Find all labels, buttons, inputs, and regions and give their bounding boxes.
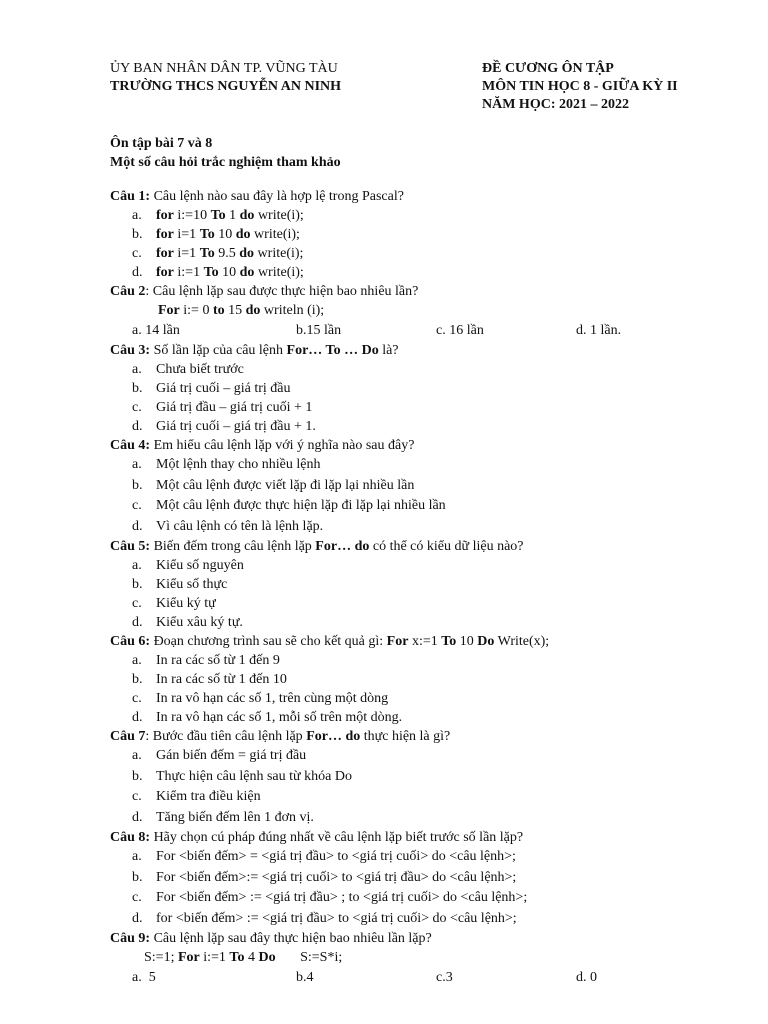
option-9b: b.4 [296,970,314,985]
option-3a [110,360,760,379]
option-4d [110,517,760,538]
question-list [110,187,760,988]
question-label: Câu 2 [110,284,146,299]
document-header [482,60,678,114]
question-label: Câu 1: [110,189,151,204]
option-text: In ra vô hạn các số 1, mỗi số trên một dòng. [156,710,403,725]
option-marker: a. [132,208,142,223]
option-text: For <biến đếm>:= <giá trị cuối> to <giá trị đầu> do <câu lệnh>; [156,869,517,885]
option-text: Thực hiện câu lệnh sau từ khóa Do [156,768,352,784]
question-text: Câu lệnh lặp sau đây thực hiện bao nhiêu lần lặp? [150,931,432,946]
option-text: Chưa biết trước [156,362,244,377]
question-label: Câu 5: [110,539,151,554]
option-marker: a. [132,362,142,377]
question-text: Em hiểu câu lệnh lặp với ý nghĩa nào sau đây? [150,438,415,453]
option-text: Kiểu số nguyên [156,558,244,573]
option-marker: c. [132,789,142,804]
option-marker: b. [132,381,143,396]
option-text: Giá trị cuối – giá trị đầu + 1. [156,419,316,434]
option-marker: b. [132,869,143,885]
option-marker: c. [132,246,142,261]
question-3: Câu 3: Số lần lặp của câu lệnh For… To … Do là? [110,343,399,358]
question-9 [110,929,760,948]
option-text: Giá trị đầu – giá trị cuối + 1 [156,400,313,415]
option-marker: c. [132,890,142,905]
option-7b [110,767,760,788]
option-marker: b. [132,768,143,784]
option-marker: d. [132,518,143,534]
school-header [110,60,341,96]
option-marker: d. [132,809,143,825]
option-8b [110,868,760,889]
option-marker: a. [132,653,142,668]
option-marker: b. [132,227,143,242]
header-school: TRƯỜNG THCS NGUYỄN AN NINH [110,79,342,94]
option-marker: c. [132,691,142,706]
option-marker: d. [132,710,143,725]
option-marker: b. [132,477,143,493]
document-title: ĐỀ CƯƠNG ÔN TẬP [482,61,614,76]
option-1a: a. for i:=10 To 1 do write(i); [132,208,304,223]
option-1c: c. for i=1 To 9.5 do write(i); [132,246,304,261]
intro [110,134,341,172]
option-6a [110,651,760,670]
option-1b: b. for i=1 To 10 do write(i); [132,227,300,242]
option-7a [110,746,760,767]
option-5a [110,556,760,575]
option-text: Một câu lệnh được viết lặp đi lặp lại nhiều lần [156,477,415,493]
option-text: for <biến đếm> := <giá trị đầu> to <giá trị cuối> do <câu lệnh>; [156,910,517,926]
option-5c [110,594,760,613]
option-4a [110,455,760,476]
question-1 [110,187,760,206]
option-2b: b.15 lần [296,323,342,338]
option-3d [110,417,760,436]
option-4b [110,476,760,497]
option-7d [110,808,760,829]
option-text: Giá trị cuối – giá trị đầu [156,381,291,396]
option-marker: d. [132,615,143,630]
option-marker: a. [132,748,142,763]
option-7c [110,787,760,808]
question-label: Câu 8: [110,830,151,845]
option-marker: d. [132,910,143,926]
option-text: For <biến đếm> := <giá trị đầu> ; to <giá trị cuối> do <câu lệnh>; [156,890,528,905]
option-2d: d. 1 lần. [576,323,622,338]
option-text: Một câu lệnh được thực hiện lặp đi lặp lại nhiều lần [156,498,446,513]
question-5: Câu 5: Biến đếm trong câu lệnh lặp For… do có thể có kiểu dữ liệu nào? [110,539,524,554]
options-row-2 [110,321,760,341]
option-marker: b. [132,577,143,592]
option-6d [110,708,760,727]
option-8d [110,909,760,930]
option-text: Tăng biến đếm lên 1 đơn vị. [156,809,314,825]
option-6b [110,670,760,689]
option-text: Vì câu lệnh có tên là lệnh lặp. [156,518,324,534]
option-text: Kiểu xâu ký tự. [156,615,243,630]
option-2a: a. 14 lần [132,323,180,338]
question-8 [110,828,760,847]
document-year: NĂM HỌC: 2021 – 2022 [482,97,629,112]
option-marker: a. [132,558,142,573]
option-3b [110,379,760,398]
option-5b [110,575,760,594]
question-label: Câu 4: [110,438,151,453]
question-text: Hãy chọn cú pháp đúng nhất về câu lệnh lặp biết trước số lần lặp? [150,830,524,845]
option-text: Gán biến đếm = giá trị đầu [156,748,307,763]
question-2 [110,282,760,301]
question-4 [110,436,760,455]
question-label: Câu 7 [110,729,146,744]
option-5d [110,613,760,632]
question-text: : Câu lệnh lặp sau được thực hiện bao nhiêu lần? [145,284,419,299]
option-marker: d. [132,419,143,434]
option-text: Kiểm tra điều kiện [156,789,261,804]
option-6c [110,689,760,708]
question-label: Câu 6: [110,634,151,649]
option-9d: d. 0 [576,970,597,985]
question-text: Câu lệnh nào sau đây là hợp lệ trong Pascal? [150,189,404,204]
option-9a: a. 5 [132,970,156,985]
option-4c [110,496,760,517]
question-label: Câu 9: [110,931,151,946]
code-snippet-9: S:=1; For i:=1 To 4 Do S:=S*i; [144,950,343,965]
intro-topic: Ôn tập bài 7 và 8 [110,136,213,151]
document-subject: MÔN TIN HỌC 8 - GIỮA KỲ II [482,79,678,94]
option-marker: d. [132,265,143,280]
option-1d: d. for i:=1 To 10 do write(i); [132,265,304,280]
option-3c [110,398,760,417]
option-text: In ra các số từ 1 đến 10 [156,672,287,687]
option-text: Kiểu số thực [156,577,228,592]
option-9c: c.3 [436,970,453,985]
option-text: In ra vô hạn các số 1, trên cùng một dòng [156,691,389,706]
header-authority: ỦY BAN NHÂN DÂN TP. VŨNG TÀU [110,61,338,76]
option-marker: c. [132,498,142,513]
option-text: For <biến đếm> = <giá trị đầu> to <giá trị cuối> do <câu lệnh>; [156,849,516,864]
question-7: Câu 7: Bước đầu tiên câu lệnh lặp For… do thực hiện là gì? [110,729,451,744]
question-6: Câu 6: Đoạn chương trình sau sẽ cho kết quả gì: For x:=1 To 10 Do Write(x); [110,634,550,649]
option-text: Một lệnh thay cho nhiều lệnh [156,457,321,472]
option-marker: c. [132,400,142,415]
option-marker: a. [132,849,142,864]
option-marker: a. [132,457,142,472]
option-2c: c. 16 lần [436,323,484,338]
option-8c [110,888,760,909]
intro-subtitle: Một số câu hỏi trắc nghiệm tham khảo [110,155,341,170]
option-8a [110,847,760,868]
option-text: Kiểu ký tự [156,596,216,611]
option-marker: b. [132,672,143,687]
options-row-9 [110,968,760,988]
option-text: In ra các số từ 1 đến 9 [156,653,280,668]
code-snippet-2: For i:= 0 to 15 do writeln (i); [158,303,325,318]
option-marker: c. [132,596,142,611]
question-label: Câu 3: [110,343,151,358]
